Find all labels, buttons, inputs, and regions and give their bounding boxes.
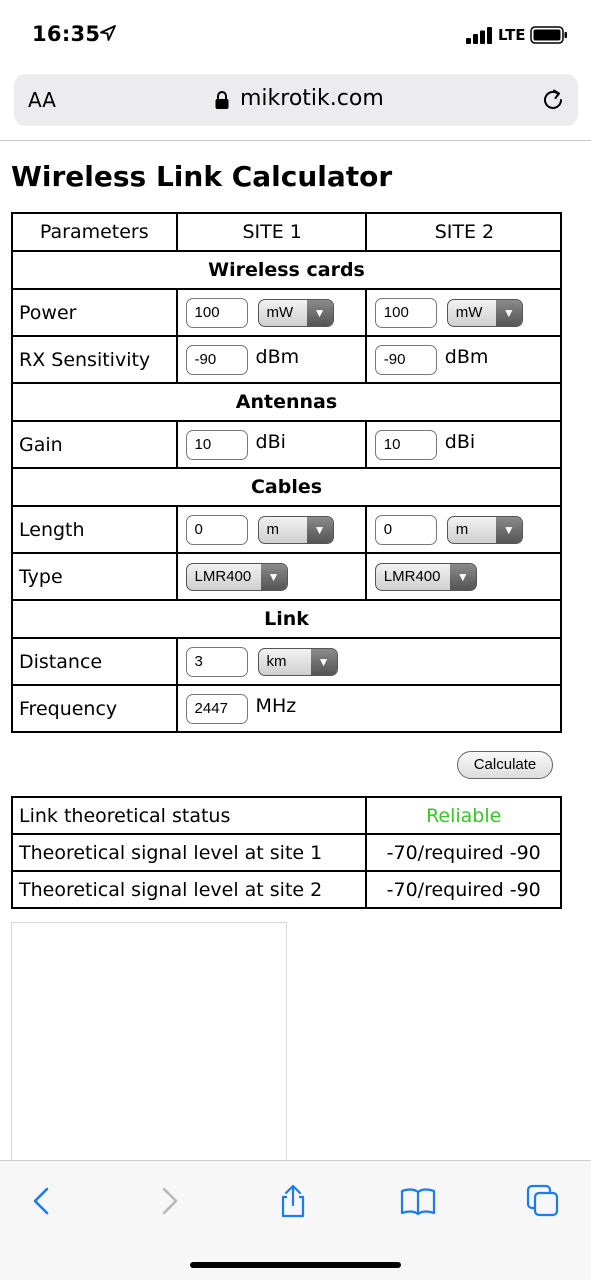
distance-unit-select[interactable] — [258, 648, 338, 676]
length-site1-unit-select[interactable] — [258, 516, 334, 544]
row-label-length: Length — [12, 506, 177, 553]
section-cables: Cables — [12, 468, 561, 506]
distance-unit-value: km — [266, 652, 287, 670]
chevron-down-icon: ▼ — [450, 564, 476, 590]
status-time: 16:35 — [32, 22, 101, 46]
result-label: Theoretical signal level at site 2 — [12, 871, 366, 908]
results-table — [11, 796, 562, 909]
rx-sensitivity-site1-input[interactable]: -90 — [186, 345, 248, 375]
tabs-icon[interactable] — [525, 1183, 561, 1219]
back-icon[interactable] — [24, 1183, 60, 1219]
row-label-rx-sensitivity: RX Sensitivity — [12, 336, 177, 383]
gain-unit: dBi — [444, 430, 476, 453]
distance-input[interactable]: 3 — [186, 647, 248, 677]
result-label: Link theoretical status — [12, 797, 366, 834]
calculate-button[interactable]: Calculate — [457, 751, 553, 779]
signal-bars-icon — [466, 27, 494, 44]
power-site1-unit-select[interactable] — [258, 299, 334, 327]
frequency-unit: MHz — [255, 694, 297, 717]
frequency-input[interactable]: 2447 — [186, 694, 248, 724]
cable-type-site2-value: LMR400 — [383, 567, 441, 585]
power-site2-unit-select[interactable] — [447, 299, 523, 327]
cable-type-site2-select[interactable] — [375, 563, 477, 591]
reload-icon[interactable] — [540, 87, 566, 113]
forward-icon[interactable] — [151, 1183, 187, 1219]
gain-unit: dBi — [255, 430, 286, 453]
chevron-down-icon: ▼ — [496, 300, 522, 326]
chevron-down-icon: ▼ — [261, 564, 287, 590]
chevron-down-icon: ▼ — [496, 517, 522, 543]
link-status-value: Reliable — [366, 797, 561, 834]
length-site1-unit-value: m — [266, 520, 280, 538]
text-size-button[interactable]: AA — [28, 88, 56, 112]
row-label-type: Type — [12, 553, 177, 600]
rx-sensitivity-site2-input[interactable]: -90 — [375, 345, 437, 375]
length-site2-unit-select[interactable] — [447, 516, 523, 544]
page-title: Wireless Link Calculator — [11, 160, 393, 193]
header-site1: SITE 1 — [177, 213, 366, 251]
result-label: Theoretical signal level at site 1 — [12, 834, 366, 871]
rx-sensitivity-unit: dBm — [255, 345, 300, 368]
lock-icon — [214, 90, 230, 110]
header-parameters: Parameters — [12, 213, 177, 251]
network-type: LTE — [498, 26, 526, 44]
address-bar[interactable] — [14, 74, 578, 126]
header-site2: SITE 2 — [366, 213, 561, 251]
signal-site2-value: -70/required -90 — [366, 871, 561, 908]
gain-site1-input[interactable]: 10 — [186, 430, 248, 460]
ad-placeholder — [11, 922, 287, 1182]
power-site2-unit-value: mW — [455, 303, 483, 321]
status-bar — [0, 0, 591, 72]
chevron-down-icon: ▼ — [307, 517, 333, 543]
cable-type-site1-value: LMR400 — [194, 567, 252, 585]
location-arrow-icon — [100, 25, 116, 41]
battery-icon — [530, 26, 568, 44]
power-site1-unit-value: mW — [266, 303, 294, 321]
chevron-down-icon: ▼ — [307, 300, 333, 326]
bookmarks-icon[interactable] — [400, 1183, 436, 1219]
power-site1-input[interactable]: 100 — [186, 298, 248, 328]
home-indicator — [190, 1262, 401, 1268]
rx-sensitivity-unit: dBm — [444, 345, 489, 368]
row-label-frequency: Frequency — [12, 685, 177, 732]
divider — [0, 140, 591, 141]
signal-site1-value: -70/required -90 — [366, 834, 561, 871]
calculator-table — [11, 212, 562, 733]
power-site2-input[interactable]: 100 — [375, 298, 437, 328]
section-wireless-cards: Wireless cards — [12, 251, 561, 289]
url-domain[interactable]: mikrotik.com — [240, 86, 384, 111]
length-site2-input[interactable]: 0 — [375, 515, 437, 545]
row-label-gain: Gain — [12, 421, 177, 468]
chevron-down-icon: ▼ — [311, 649, 337, 675]
section-antennas: Antennas — [12, 383, 561, 421]
length-site2-unit-value: m — [455, 520, 469, 538]
section-link: Link — [12, 600, 561, 638]
gain-site2-input[interactable]: 10 — [375, 430, 437, 460]
row-label-distance: Distance — [12, 638, 177, 685]
row-label-power: Power — [12, 289, 177, 336]
length-site1-input[interactable]: 0 — [186, 515, 248, 545]
cable-type-site1-select[interactable] — [186, 563, 288, 591]
share-icon[interactable] — [275, 1183, 311, 1219]
